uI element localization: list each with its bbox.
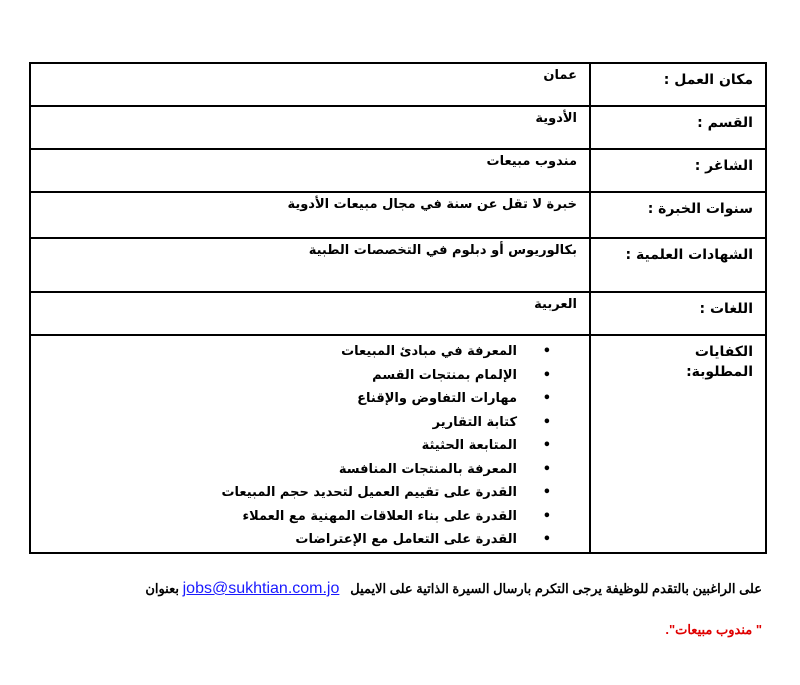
skill-item: • المعرفة في مبادئ المبيعات — [31, 340, 577, 364]
value-experience: خبرة لا تقل عن سنة في مجال مبيعات الأدوية — [30, 192, 590, 238]
value-vacancy: مندوب مبيعات — [30, 149, 590, 192]
label-experience: سنوات الخبرة : — [590, 192, 766, 238]
value-location: عمان — [30, 63, 590, 106]
value-skills — [30, 335, 590, 553]
row-vacancy — [30, 149, 766, 192]
label-vacancy: الشاغر : — [590, 149, 766, 192]
label-location: مكان العمل : — [590, 63, 766, 106]
row-skills — [30, 335, 766, 553]
skills-list — [31, 340, 577, 552]
skill-item: • المتابعة الحثيثة — [31, 434, 577, 458]
skill-item: • القدرة على بناء العلاقات المهنية مع العملاء — [31, 505, 577, 529]
value-department: الأدوية — [30, 106, 590, 149]
label-skills-line2: المطلوبة: — [686, 364, 753, 380]
instructions-text: على الراغبين بالتقدم للوظيفة يرجى التكرم بارسال السيرة الذاتية على الايميل — [350, 581, 762, 596]
label-certificates: الشهادات العلمية : — [590, 238, 766, 292]
label-skills — [590, 335, 766, 553]
job-title-subject: " مندوب مبيعات". — [665, 622, 762, 637]
row-certificates — [30, 238, 766, 292]
skill-item: • كتابة التقارير — [31, 411, 577, 435]
job-details-table — [29, 62, 767, 554]
skill-item: • مهارات التفاوض والإقناع — [31, 387, 577, 411]
label-languages: اللغات : — [590, 292, 766, 335]
skill-item: • القدرة على التعامل مع الإعتراضات — [31, 528, 577, 552]
value-certificates: بكالوريوس أو دبلوم في التخصصات الطبية — [30, 238, 590, 292]
label-department: القسم : — [590, 106, 766, 149]
row-location — [30, 63, 766, 106]
skill-item: • المعرفة بالمنتجات المنافسة — [31, 458, 577, 482]
row-experience — [30, 192, 766, 238]
email-link[interactable]: jobs@sukhtian.com.jo — [182, 580, 340, 597]
value-languages: العربية — [30, 292, 590, 335]
row-languages — [30, 292, 766, 335]
instructions-subject-label: بعنوان — [145, 581, 179, 596]
label-skills-line1: الكفايات — [694, 344, 753, 360]
skill-item: • القدرة على تقييم العميل لتحديد حجم المبيعات — [31, 481, 577, 505]
row-department — [30, 106, 766, 149]
skill-item: • الإلمام بمنتجات القسم — [31, 364, 577, 388]
application-instructions — [145, 580, 762, 598]
